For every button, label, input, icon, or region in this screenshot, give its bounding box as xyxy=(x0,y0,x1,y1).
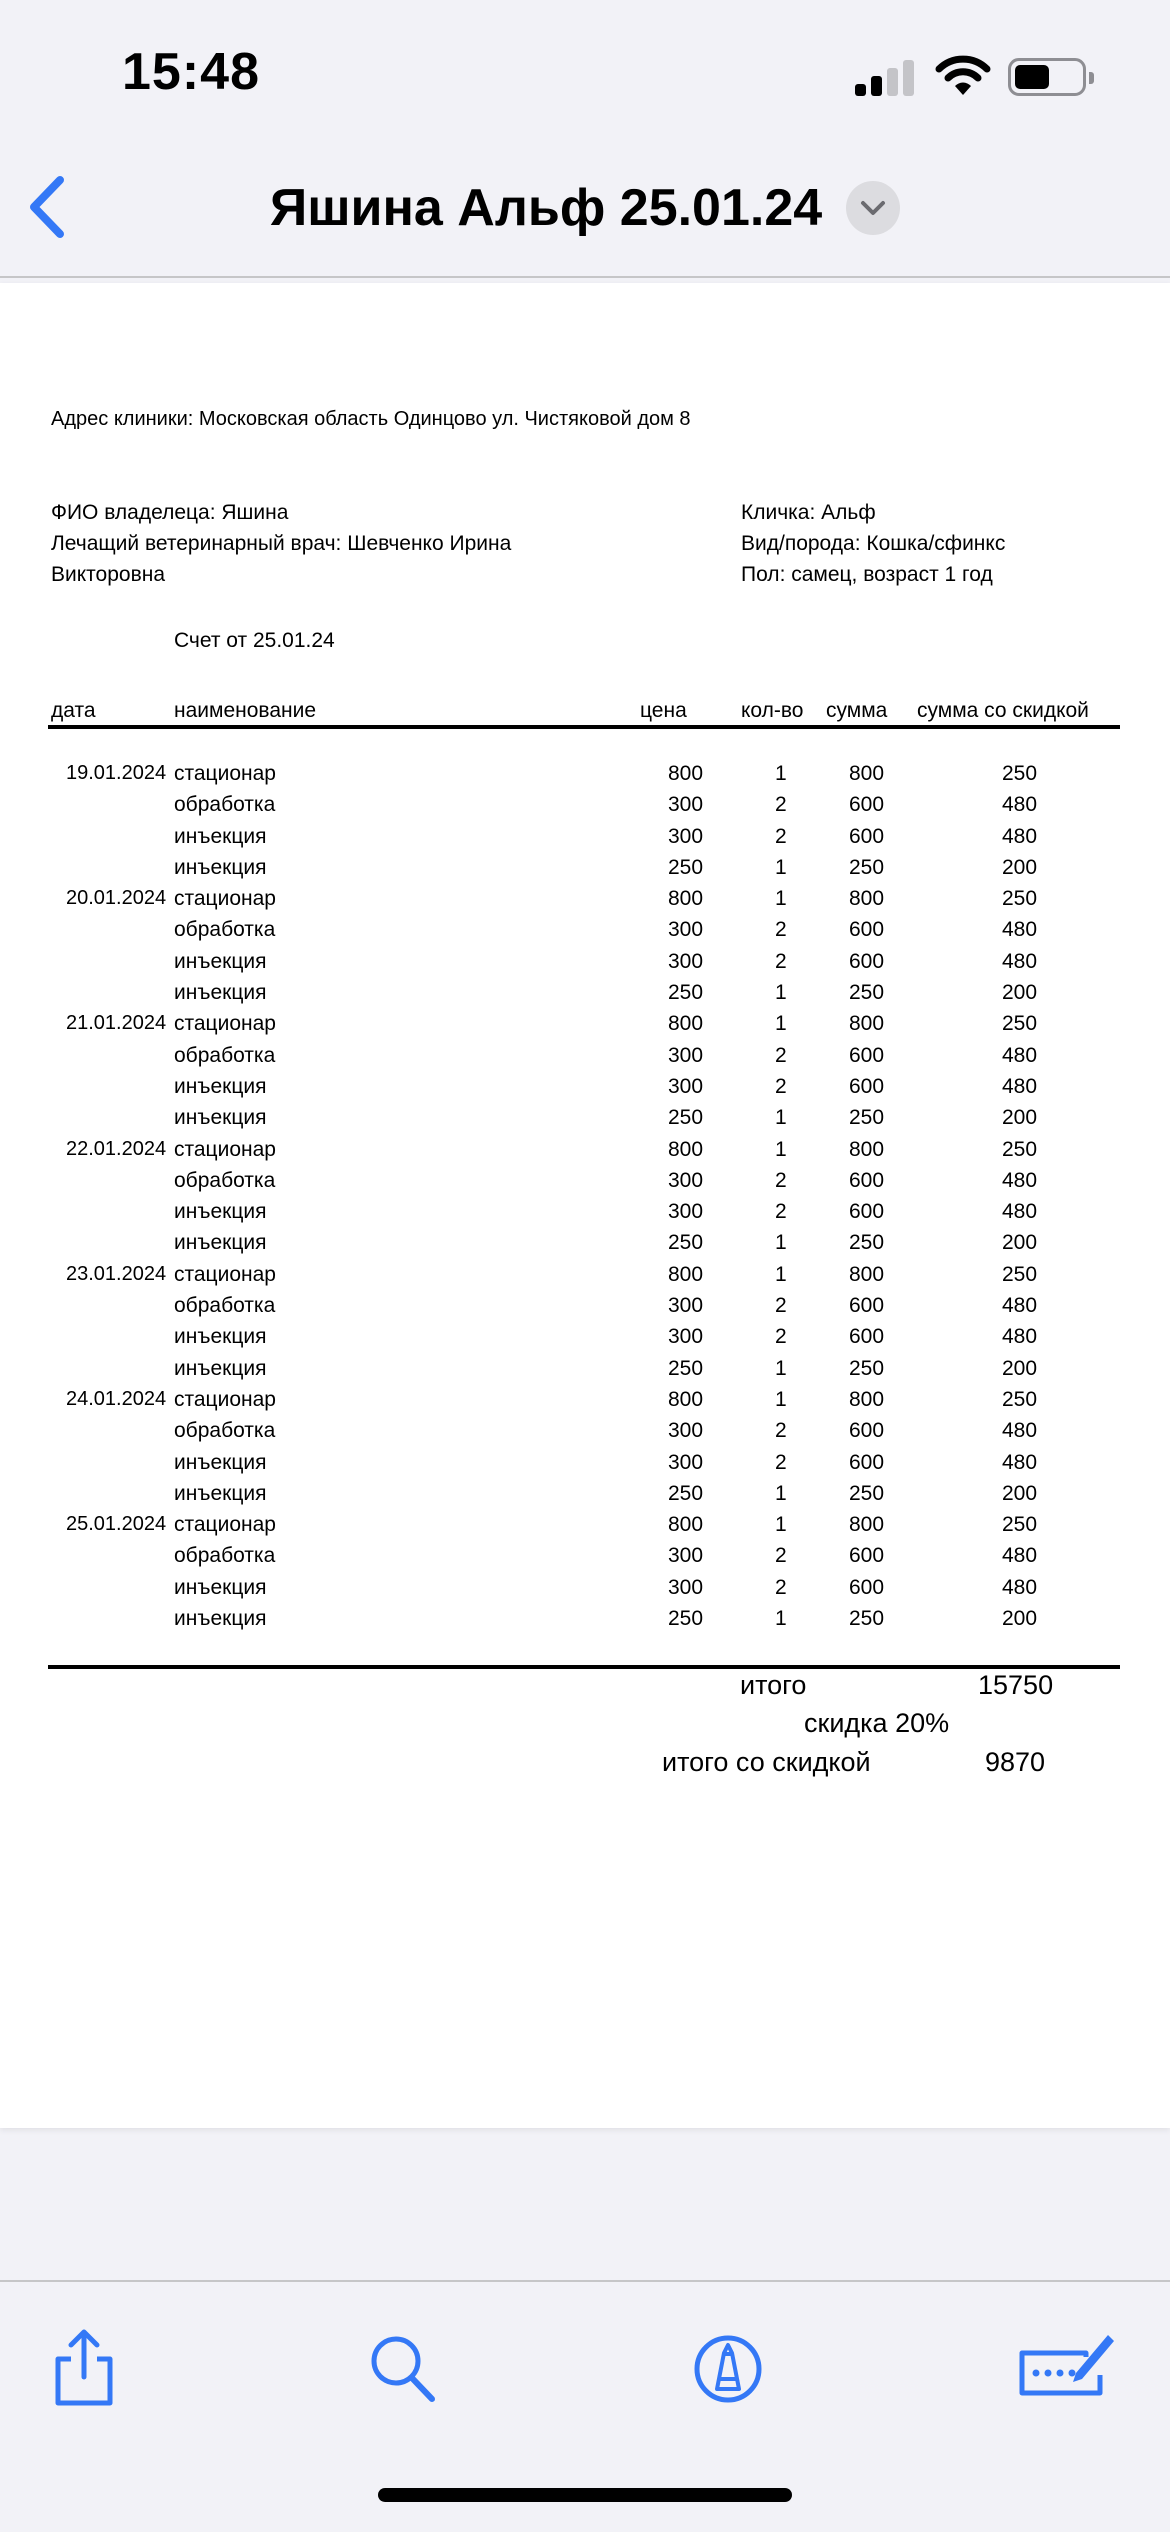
row-quantity: 1 xyxy=(775,1481,787,1505)
row-discounted-sum: 200 xyxy=(1002,855,1038,879)
row-service-name: инъекция xyxy=(174,1106,267,1130)
row-service-name: обработка xyxy=(174,918,276,942)
row-discounted-sum: 250 xyxy=(1002,1012,1038,1036)
row-price: 250 xyxy=(668,981,704,1005)
row-service-name: обработка xyxy=(174,793,276,817)
row-sum: 250 xyxy=(849,1231,885,1255)
row-quantity: 2 xyxy=(775,1544,787,1568)
row-service-name: инъекция xyxy=(174,949,267,973)
row-sum: 800 xyxy=(849,887,885,911)
row-service-name: стационар xyxy=(174,1513,276,1537)
row-sum: 250 xyxy=(849,1356,885,1380)
table-row xyxy=(0,1008,1170,1039)
search-button[interactable] xyxy=(364,2327,444,2407)
form-fill-icon xyxy=(1016,2327,1116,2407)
table-row xyxy=(0,1353,1170,1384)
row-sum: 800 xyxy=(849,1387,885,1411)
row-service-name: стационар xyxy=(174,887,276,911)
row-discounted-sum: 480 xyxy=(1002,918,1038,942)
row-service-name: инъекция xyxy=(174,1481,267,1505)
row-quantity: 1 xyxy=(775,887,787,911)
row-sum: 250 xyxy=(849,981,885,1005)
row-quantity: 1 xyxy=(775,1356,787,1380)
row-quantity: 2 xyxy=(775,1294,787,1318)
row-sum: 600 xyxy=(849,1544,885,1568)
title-area xyxy=(0,178,1170,238)
row-sum: 800 xyxy=(849,1262,885,1286)
table-row xyxy=(0,1321,1170,1352)
row-service-name: инъекция xyxy=(174,1356,267,1380)
row-service-name: инъекция xyxy=(174,1450,267,1474)
row-quantity: 1 xyxy=(775,1262,787,1286)
table-row xyxy=(0,946,1170,977)
row-price: 250 xyxy=(668,1231,704,1255)
header-divider xyxy=(48,725,1120,729)
row-service-name: стационар xyxy=(174,1137,276,1161)
row-sum: 800 xyxy=(849,1513,885,1537)
table-row xyxy=(0,852,1170,883)
row-sum: 600 xyxy=(849,1294,885,1318)
row-price: 300 xyxy=(668,1450,704,1474)
row-service-name: обработка xyxy=(174,1043,276,1067)
total-value: 15750 xyxy=(978,1670,1054,1700)
table-row xyxy=(0,1509,1170,1540)
row-sum: 600 xyxy=(849,918,885,942)
discounted-total-label: итого со скидкой xyxy=(662,1747,871,1777)
pet-species: Вид/порода: Кошка/сфинкс xyxy=(741,532,1006,555)
table-row xyxy=(0,789,1170,820)
invoice-title: Счет от 25.01.24 xyxy=(174,629,335,652)
row-discounted-sum: 250 xyxy=(1002,1387,1038,1411)
row-price: 300 xyxy=(668,1544,704,1568)
row-price: 800 xyxy=(668,1262,704,1286)
row-service-name: инъекция xyxy=(174,824,267,848)
row-price: 300 xyxy=(668,1575,704,1599)
row-quantity: 1 xyxy=(775,1513,787,1537)
row-sum: 800 xyxy=(849,762,885,785)
totals-divider xyxy=(48,1665,1120,1669)
markup-button[interactable] xyxy=(688,2327,768,2407)
row-discounted-sum: 480 xyxy=(1002,824,1038,848)
row-quantity: 1 xyxy=(775,855,787,879)
row-price: 250 xyxy=(668,855,704,879)
row-price: 300 xyxy=(668,1419,704,1443)
row-price: 800 xyxy=(668,762,704,785)
table-row xyxy=(0,1259,1170,1290)
column-header-price: цена xyxy=(640,699,687,722)
row-discounted-sum: 480 xyxy=(1002,1200,1038,1224)
column-header-name: наименование xyxy=(174,699,317,722)
table-row xyxy=(0,758,1170,789)
row-discounted-sum: 480 xyxy=(1002,1419,1038,1443)
row-sum: 600 xyxy=(849,1074,885,1098)
row-price: 300 xyxy=(668,1074,704,1098)
row-service-name: инъекция xyxy=(174,981,267,1005)
row-price: 300 xyxy=(668,824,704,848)
table-row xyxy=(0,977,1170,1008)
row-date: 25.01.2024 xyxy=(66,1513,167,1536)
row-service-name: обработка xyxy=(174,1168,276,1192)
table-row xyxy=(0,1196,1170,1227)
row-quantity: 1 xyxy=(775,1231,787,1255)
row-price: 800 xyxy=(668,1012,704,1036)
row-sum: 800 xyxy=(849,1012,885,1036)
row-quantity: 2 xyxy=(775,1074,787,1098)
discounted-total-value: 9870 xyxy=(985,1747,1046,1777)
row-price: 300 xyxy=(668,1294,704,1318)
row-discounted-sum: 200 xyxy=(1002,1106,1038,1130)
share-icon xyxy=(44,2327,124,2407)
document-page xyxy=(0,283,1170,2128)
row-quantity: 1 xyxy=(775,981,787,1005)
row-service-name: стационар xyxy=(174,1387,276,1411)
row-quantity: 2 xyxy=(775,1575,787,1599)
row-discounted-sum: 250 xyxy=(1002,1137,1038,1161)
row-discounted-sum: 250 xyxy=(1002,887,1038,911)
row-quantity: 1 xyxy=(775,762,787,785)
row-sum: 600 xyxy=(849,1450,885,1474)
row-date: 22.01.2024 xyxy=(66,1137,167,1160)
discount-label: скидка 20% xyxy=(804,1708,950,1738)
row-quantity: 2 xyxy=(775,824,787,848)
row-price: 250 xyxy=(668,1481,704,1505)
row-quantity: 2 xyxy=(775,1200,787,1224)
table-row xyxy=(0,1290,1170,1321)
battery-icon xyxy=(1008,58,1086,96)
owner-name: ФИО владелеца: Яшина xyxy=(51,501,289,524)
table-row xyxy=(0,883,1170,914)
row-price: 300 xyxy=(668,1168,704,1192)
row-quantity: 2 xyxy=(775,918,787,942)
column-header-qty: кол-во xyxy=(741,699,804,722)
chevron-down-icon xyxy=(858,198,888,218)
row-quantity: 2 xyxy=(775,949,787,973)
row-discounted-sum: 200 xyxy=(1002,981,1038,1005)
row-sum: 800 xyxy=(849,1137,885,1161)
table-row xyxy=(0,1478,1170,1509)
row-service-name: обработка xyxy=(174,1544,276,1568)
row-sum: 600 xyxy=(849,1168,885,1192)
row-date: 24.01.2024 xyxy=(66,1387,167,1410)
row-service-name: обработка xyxy=(174,1419,276,1443)
total-label: итого xyxy=(740,1670,807,1700)
row-service-name: стационар xyxy=(174,1012,276,1036)
row-quantity: 2 xyxy=(775,1325,787,1349)
search-icon xyxy=(364,2327,444,2407)
row-sum: 600 xyxy=(849,1325,885,1349)
row-discounted-sum: 480 xyxy=(1002,1043,1038,1067)
table-row xyxy=(0,1447,1170,1478)
row-sum: 600 xyxy=(849,949,885,973)
row-quantity: 2 xyxy=(775,1450,787,1474)
table-row xyxy=(0,1134,1170,1165)
row-discounted-sum: 200 xyxy=(1002,1607,1038,1631)
clinic-address: Адрес клиники: Московская область Одинцово ул. Чистяковой дом 8 xyxy=(51,408,691,430)
row-service-name: инъекция xyxy=(174,1575,267,1599)
cellular-signal-icon xyxy=(855,58,915,96)
row-discounted-sum: 480 xyxy=(1002,1325,1038,1349)
row-service-name: инъекция xyxy=(174,1231,267,1255)
row-price: 800 xyxy=(668,1387,704,1411)
table-row xyxy=(0,1040,1170,1071)
row-quantity: 2 xyxy=(775,793,787,817)
row-sum: 600 xyxy=(849,824,885,848)
row-quantity: 2 xyxy=(775,1168,787,1192)
row-price: 300 xyxy=(668,918,704,942)
row-date: 20.01.2024 xyxy=(66,887,167,910)
row-service-name: инъекция xyxy=(174,1200,267,1224)
table-row xyxy=(0,1384,1170,1415)
row-service-name: инъекция xyxy=(174,1607,267,1631)
row-sum: 600 xyxy=(849,1575,885,1599)
row-service-name: стационар xyxy=(174,762,276,785)
table-row xyxy=(0,1415,1170,1446)
doctor-name: Лечащий ветеринарный врач: Шевченко Ирина xyxy=(51,532,512,555)
row-discounted-sum: 480 xyxy=(1002,1575,1038,1599)
pet-sex-age: Пол: самец, возраст 1 год xyxy=(741,563,993,586)
row-quantity: 2 xyxy=(775,1043,787,1067)
column-header-date: дата xyxy=(51,699,96,722)
table-row xyxy=(0,1540,1170,1571)
row-price: 300 xyxy=(668,793,704,817)
row-discounted-sum: 480 xyxy=(1002,1168,1038,1192)
share-button[interactable] xyxy=(44,2327,124,2407)
row-service-name: инъекция xyxy=(174,1325,267,1349)
row-service-name: инъекция xyxy=(174,855,267,879)
row-discounted-sum: 250 xyxy=(1002,1262,1038,1286)
table-row xyxy=(0,1165,1170,1196)
row-date: 19.01.2024 xyxy=(66,762,167,784)
row-price: 300 xyxy=(668,949,704,973)
table-row xyxy=(0,1102,1170,1133)
row-sum: 250 xyxy=(849,1607,885,1631)
table-row xyxy=(0,1227,1170,1258)
table-row xyxy=(0,821,1170,852)
row-sum: 600 xyxy=(849,793,885,817)
row-sum: 250 xyxy=(849,855,885,879)
row-sum: 250 xyxy=(849,1106,885,1130)
row-sum: 600 xyxy=(849,1419,885,1443)
markup-icon xyxy=(688,2327,768,2407)
row-discounted-sum: 480 xyxy=(1002,1544,1038,1568)
invoice-rows xyxy=(0,758,1170,1634)
row-price: 250 xyxy=(668,1607,704,1631)
row-discounted-sum: 250 xyxy=(1002,1513,1038,1537)
row-discounted-sum: 200 xyxy=(1002,1481,1038,1505)
row-discounted-sum: 480 xyxy=(1002,1074,1038,1098)
row-discounted-sum: 480 xyxy=(1002,949,1038,973)
navigation-bar xyxy=(0,150,1170,278)
row-price: 800 xyxy=(668,1137,704,1161)
document-title[interactable]: Яшина Альф 25.01.24 xyxy=(269,179,823,237)
status-time: 15:48 xyxy=(122,43,260,101)
row-price: 300 xyxy=(668,1043,704,1067)
row-discounted-sum: 480 xyxy=(1002,1450,1038,1474)
row-sum: 600 xyxy=(849,1043,885,1067)
pet-name: Кличка: Альф xyxy=(741,501,876,524)
form-fill-button[interactable] xyxy=(1016,2327,1116,2407)
row-price: 800 xyxy=(668,1513,704,1537)
row-sum: 600 xyxy=(849,1200,885,1224)
row-discounted-sum: 480 xyxy=(1002,1294,1038,1318)
row-sum: 250 xyxy=(849,1481,885,1505)
row-date: 21.01.2024 xyxy=(66,1012,167,1035)
row-quantity: 1 xyxy=(775,1387,787,1411)
row-quantity: 1 xyxy=(775,1012,787,1036)
row-service-name: обработка xyxy=(174,1294,276,1318)
row-service-name: стационар xyxy=(174,1262,276,1286)
row-quantity: 1 xyxy=(775,1106,787,1130)
table-row xyxy=(0,1572,1170,1603)
row-discounted-sum: 480 xyxy=(1002,793,1038,817)
row-date: 23.01.2024 xyxy=(66,1262,167,1285)
row-quantity: 1 xyxy=(775,1137,787,1161)
row-service-name: инъекция xyxy=(174,1074,267,1098)
table-row xyxy=(0,914,1170,945)
row-price: 300 xyxy=(668,1200,704,1224)
row-discounted-sum: 250 xyxy=(1002,762,1038,785)
table-row xyxy=(0,1071,1170,1102)
row-quantity: 1 xyxy=(775,1607,787,1631)
status-bar xyxy=(0,0,1170,150)
row-discounted-sum: 200 xyxy=(1002,1231,1038,1255)
row-discounted-sum: 200 xyxy=(1002,1356,1038,1380)
row-price: 300 xyxy=(668,1325,704,1349)
table-row xyxy=(0,1603,1170,1634)
row-quantity: 2 xyxy=(775,1419,787,1443)
column-header-discounted: сумма со скидкой xyxy=(917,699,1089,722)
home-indicator xyxy=(378,2488,792,2502)
row-price: 250 xyxy=(668,1356,704,1380)
doctor-name-cont: Викторовна xyxy=(51,563,166,586)
title-menu-button[interactable] xyxy=(846,181,900,235)
column-header-sum: сумма xyxy=(826,699,888,722)
row-price: 800 xyxy=(668,887,704,911)
wifi-icon xyxy=(935,55,991,97)
row-price: 250 xyxy=(668,1106,704,1130)
